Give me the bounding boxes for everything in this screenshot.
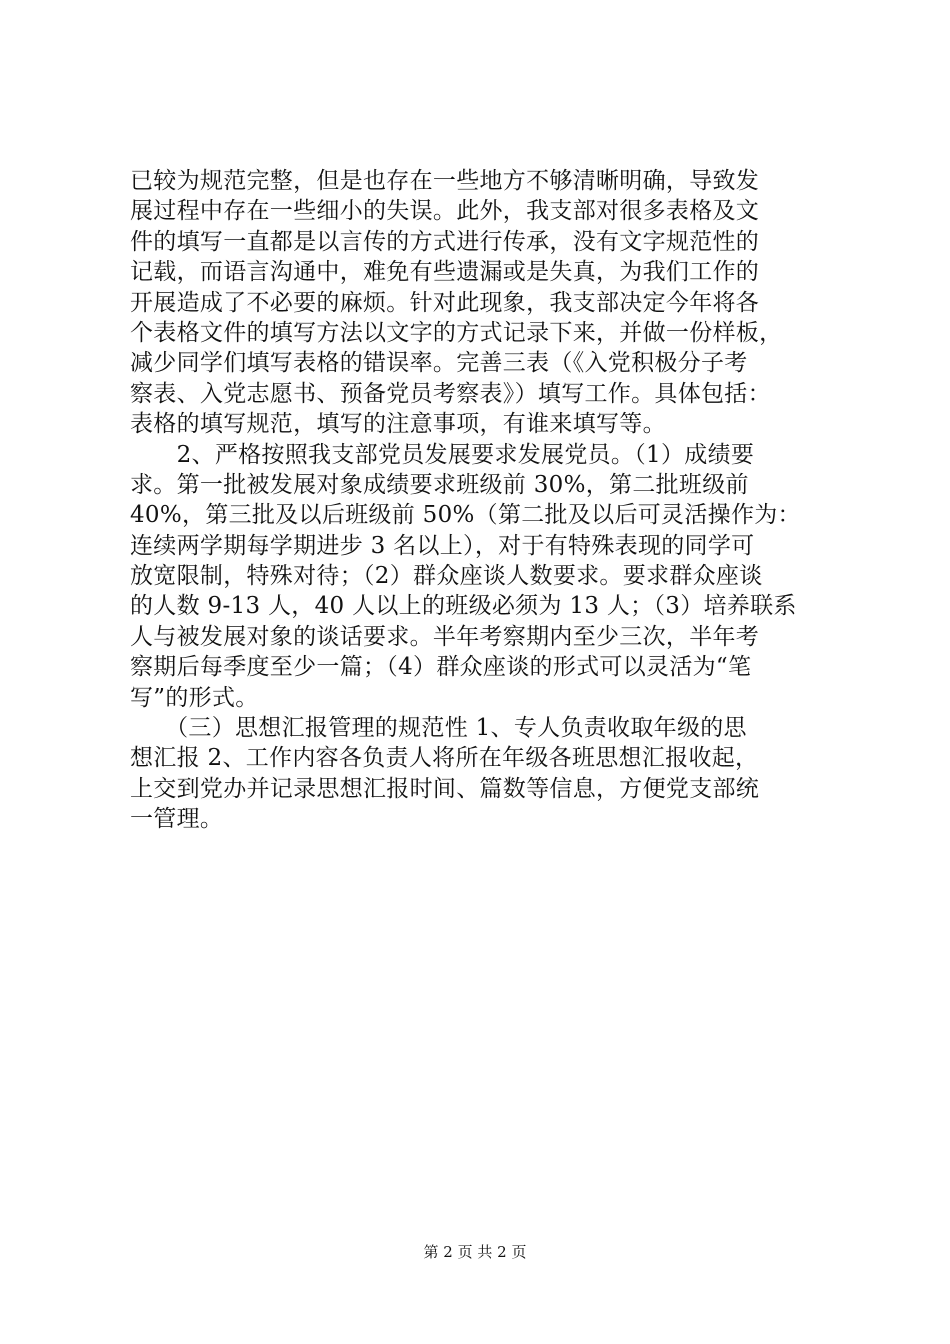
text-line: 记载，而语言沟通中，难免有些遗漏或是失真，为我们工作的 (130, 259, 760, 286)
text-line: 2、严格按照我支部党员发展要求发展党员。（1）成绩要 (130, 441, 755, 468)
text-line: 想汇报 2、工作内容各负责人将所在年级各班思想汇报收起， (130, 745, 759, 772)
text-line: 件的填写一直都是以言传的方式进行传承，没有文字规范性的 (130, 228, 760, 255)
text-line: 求。第一批被发展对象成绩要求班级前 30%，第二批班级前 (130, 471, 749, 498)
text-line: （三）思想汇报管理的规范性 1、专人负责收取年级的思 (130, 715, 747, 742)
text-line: 表格的填写规范，填写的注意事项，有谁来填写等。 (130, 411, 666, 438)
text-line: 开展造成了不必要的麻烦。针对此现象，我支部决定今年将各 (130, 289, 760, 316)
text-line: 上交到党办并记录思想汇报时间、篇数等信息，方便党支部统 (130, 775, 760, 802)
text-line: 连续两学期每学期进步 3 名以上），对于有特殊表现的同学可 (130, 532, 755, 559)
text-line: 写”的形式。 (130, 684, 259, 711)
text-line: 察期后每季度至少一篇；（4）群众座谈的形式可以灵活为“笔 (130, 654, 752, 681)
body-text (130, 166, 850, 835)
text-line: 展过程中存在一些细小的失误。此外，我支部对很多表格及文 (130, 198, 760, 225)
text-line: 一管理。 (130, 806, 224, 833)
text-line: 减少同学们填写表格的错误率。完善三表（《入党积极分子考 (130, 350, 748, 377)
text-line: 察表、入党志愿书、预备党员考察表》）填写工作。具体包括： (130, 380, 771, 407)
text-line: 40%，第三批及以后班级前 50%（第二批及以后可灵活操作为： (130, 502, 801, 529)
text-line: 人与被发展对象的谈话要求。半年考察期内至少三次，半年考 (130, 623, 760, 650)
text-line: 的人数 9-13 人，40 人以上的班级必须为 13 人；（3）培养联系 (130, 593, 797, 620)
text-line: 个表格文件的填写方法以文字的方式记录下来，并做一份样板， (130, 319, 783, 346)
text-line: 已较为规范完整，但是也存在一些地方不够清晰明确，导致发 (130, 168, 760, 194)
text-line: 放宽限制，特殊对待；（2）群众座谈人数要求。要求群众座谈 (130, 563, 763, 590)
page-number-footer: 第 2 页 共 2 页 (423, 1243, 527, 1261)
